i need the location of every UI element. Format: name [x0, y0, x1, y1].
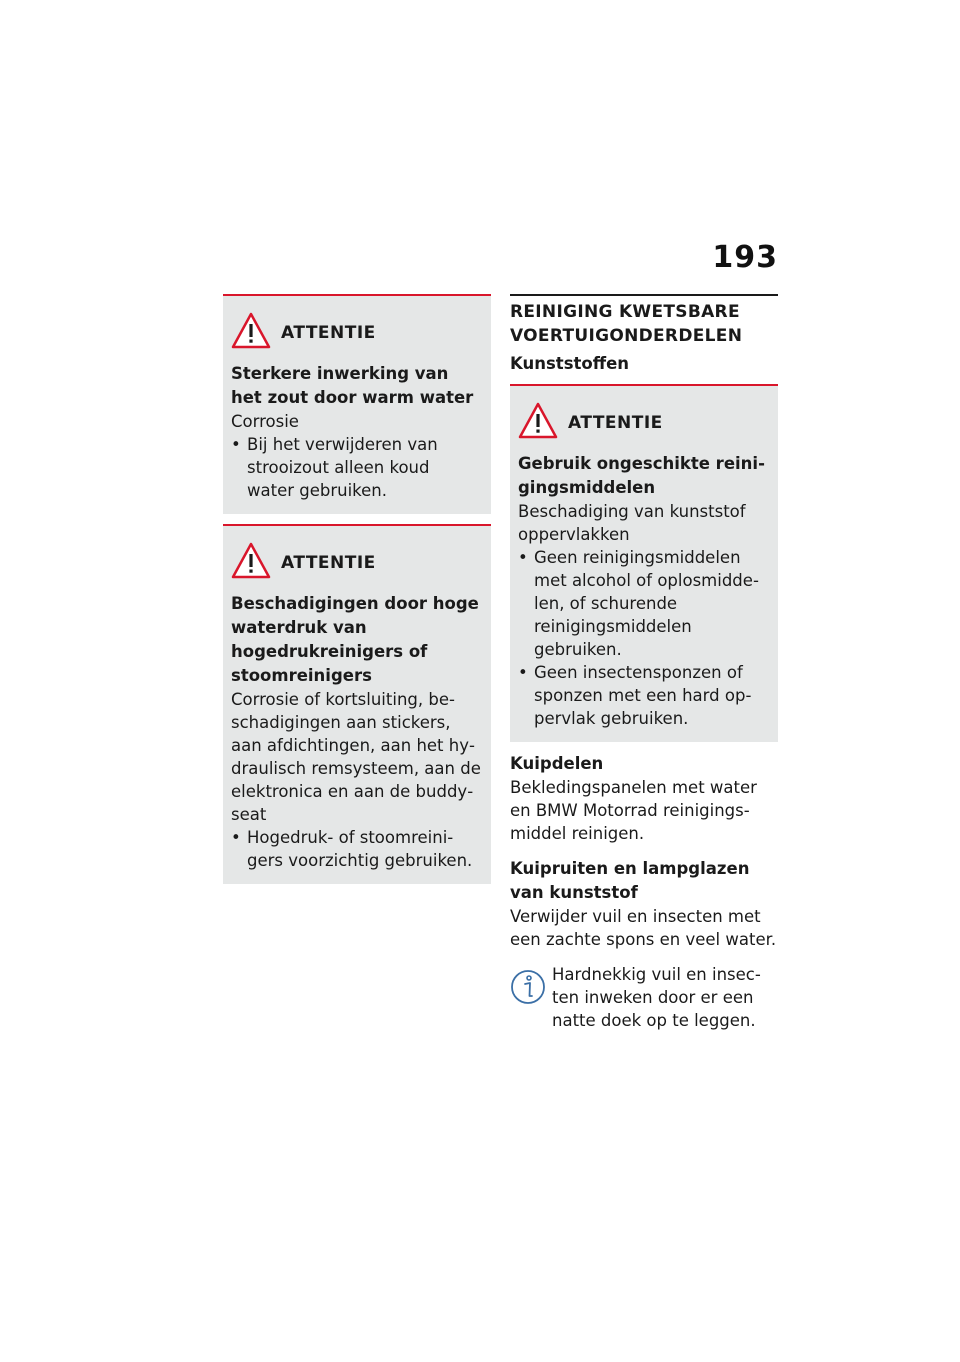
left-column: [223, 294, 491, 894]
kuipdelen-heading: Kuipdelen: [510, 754, 604, 773]
warning-box-salt: [223, 294, 491, 514]
kuipruiten-block: [510, 857, 778, 951]
kuipdelen-block: [510, 752, 778, 845]
kuipdelen-text: Bekledingspanelen met water en BMW Motorrad reinigingsmiddel reinigen.: [510, 778, 757, 843]
warning-title: ATTENTIE: [281, 323, 376, 343]
kuipruiten-text: Verwijder vuil en insecten met een zachte spons en veel water.: [510, 907, 777, 949]
warning-cause: Corrosie of kortsluiting, beschadigingen aan stickers, aan afdichtingen, aan het hydraulisch remsysteem, aan de elektronica en aan de buddyseat: [231, 690, 481, 824]
warning-cause: Beschadiging van kunststof oppervlakken: [518, 502, 746, 544]
subsection-title: Kunststoffen: [510, 354, 630, 373]
kuipruiten-heading: Kuipruiten en lampglazen van kunststof: [510, 859, 750, 902]
warning-heading: Gebruik ongeschikte reinigingsmiddelen: [518, 454, 765, 497]
warning-bullets: [231, 826, 481, 872]
info-text: Hardnekkig vuil en insecten inweken door er een natte doek op te leggen.: [552, 965, 761, 1030]
warning-heading: Sterkere inwerking van het zout door warm water: [231, 364, 474, 407]
page-number: 193: [712, 240, 778, 275]
warning-triangle-icon: [231, 542, 271, 580]
warning-box-pressure: [223, 524, 491, 884]
list-item: • Geen insectensponzen of sponzen met een hard oppervlak gebruiken.: [518, 661, 768, 730]
info-note: [510, 963, 778, 1032]
warning-header: [231, 308, 481, 354]
warning-box-cleaners: [510, 384, 778, 742]
warning-cause: Corrosie: [231, 412, 299, 431]
section-title: REINIGING KWETSBARE VOERTUIGONDERDELEN: [510, 294, 778, 348]
list-item: • Hogedruk- of stoomreinigers voorzichtig gebruiken.: [231, 826, 481, 872]
warning-bullets: [231, 433, 481, 502]
right-column: [510, 294, 778, 1032]
list-item: • Geen reinigingsmiddelen met alcohol of oplosmiddelen, of schurende reinigingsmiddelen gebruiken.: [518, 546, 768, 661]
warning-triangle-icon: [518, 402, 558, 440]
list-item: • Bij het verwijderen van strooizout alleen koud water gebruiken.: [231, 433, 481, 502]
warning-triangle-icon: [231, 312, 271, 350]
warning-bullets: [518, 546, 768, 730]
warning-title: ATTENTIE: [568, 413, 663, 433]
warning-title: ATTENTIE: [281, 553, 376, 573]
warning-heading: Beschadigingen door hoge waterdruk van hogedrukreinigers of stoomreinigers: [231, 594, 479, 685]
info-icon: [510, 969, 546, 1005]
warning-header: [518, 398, 768, 444]
warning-header: [231, 538, 481, 584]
